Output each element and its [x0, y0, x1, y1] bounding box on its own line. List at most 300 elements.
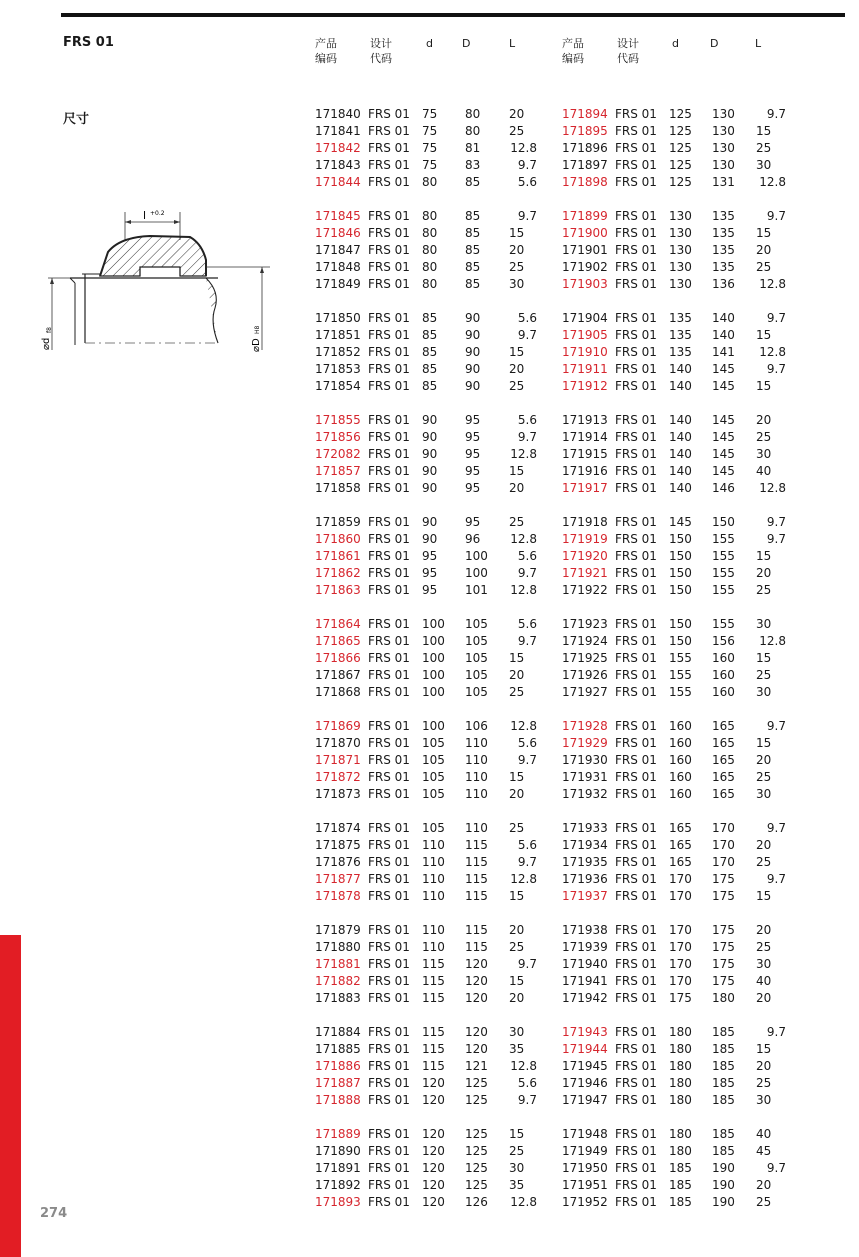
outer-diameter: 95 — [465, 447, 481, 461]
inner-diameter: 80 — [422, 277, 438, 291]
product-code: 171891 — [315, 1161, 361, 1175]
inner-diameter: 125 — [669, 158, 692, 172]
length: 5.6 — [517, 617, 537, 631]
table-row — [315, 786, 537, 803]
inner-diameter: 170 — [669, 940, 692, 954]
product-code: 171888 — [315, 1093, 361, 1107]
inner-diameter: 115 — [422, 1042, 445, 1056]
inner-diameter: 170 — [669, 957, 692, 971]
inner-diameter: 100 — [422, 685, 445, 699]
outer-diameter: 185 — [712, 1042, 735, 1056]
length: 12.8 — [759, 277, 786, 291]
inner-diameter: 95 — [422, 549, 438, 563]
inner-diameter: 90 — [422, 413, 438, 427]
product-code: 171940 — [562, 957, 608, 971]
outer-diameter: 106 — [465, 719, 488, 733]
product-code: 171872 — [315, 770, 361, 784]
length: 20 — [509, 481, 525, 495]
design-code: FRS 01 — [615, 549, 657, 563]
outer-diameter: 85 — [465, 175, 481, 189]
outer-diameter: 155 — [712, 583, 735, 597]
inner-diameter: 80 — [422, 260, 438, 274]
product-code: 171933 — [562, 821, 608, 835]
table-row — [315, 922, 537, 939]
design-code: FRS 01 — [368, 889, 410, 903]
product-code: 171881 — [315, 957, 361, 971]
outer-diameter: 125 — [465, 1076, 488, 1090]
table-row — [562, 769, 786, 786]
table-row — [562, 565, 786, 582]
inner-diameter: 140 — [669, 447, 692, 461]
table-row — [562, 378, 786, 395]
inner-diameter: 180 — [669, 1127, 692, 1141]
table-row — [562, 735, 786, 752]
product-code: 171859 — [315, 515, 361, 529]
header-d: d — [672, 37, 679, 50]
length: 9.7 — [766, 821, 786, 835]
product-code: 171917 — [562, 481, 608, 495]
inner-diameter: 150 — [669, 583, 692, 597]
table-row — [562, 531, 786, 548]
product-code: 171871 — [315, 753, 361, 767]
product-code: 171844 — [315, 175, 361, 189]
outer-diameter: 160 — [712, 651, 735, 665]
design-code: FRS 01 — [368, 1195, 410, 1209]
outer-diameter: 80 — [465, 107, 481, 121]
product-code: 171922 — [562, 583, 608, 597]
length: 25 — [756, 430, 772, 444]
design-code: FRS 01 — [368, 940, 410, 954]
design-code: FRS 01 — [615, 838, 657, 852]
length: 15 — [756, 226, 772, 240]
product-code: 171915 — [562, 447, 608, 461]
design-code: FRS 01 — [368, 753, 410, 767]
outer-diameter: 145 — [712, 447, 735, 461]
inner-diameter: 100 — [422, 668, 445, 682]
design-code: FRS 01 — [368, 838, 410, 852]
inner-diameter: 105 — [422, 821, 445, 835]
product-code: 171846 — [315, 226, 361, 240]
inner-diameter: 170 — [669, 872, 692, 886]
table-row — [562, 157, 786, 174]
outer-diameter: 175 — [712, 940, 735, 954]
design-code: FRS 01 — [368, 413, 410, 427]
design-code: FRS 01 — [615, 532, 657, 546]
table-row — [315, 412, 537, 429]
product-code: 171843 — [315, 158, 361, 172]
product-code: 171942 — [562, 991, 608, 1005]
design-code: FRS 01 — [615, 855, 657, 869]
design-code: FRS 01 — [615, 1161, 657, 1175]
table-row — [562, 1160, 786, 1177]
design-code: FRS 01 — [615, 872, 657, 886]
product-code: 171848 — [315, 260, 361, 274]
inner-diameter: 125 — [669, 141, 692, 155]
product-code: 171930 — [562, 753, 608, 767]
design-code: FRS 01 — [615, 1025, 657, 1039]
design-code: FRS 01 — [368, 1093, 410, 1107]
length: 25 — [756, 1076, 772, 1090]
design-code: FRS 01 — [368, 1059, 410, 1073]
outer-diameter: 90 — [465, 345, 481, 359]
design-code: FRS 01 — [368, 634, 410, 648]
table-row — [562, 837, 786, 854]
table-row — [315, 837, 537, 854]
outer-diameter: 141 — [712, 345, 735, 359]
length: 15 — [509, 464, 525, 478]
outer-diameter: 185 — [712, 1025, 735, 1039]
design-code: FRS 01 — [368, 668, 410, 682]
length: 25 — [756, 583, 772, 597]
table-row — [315, 276, 537, 293]
inner-diameter: 185 — [669, 1195, 692, 1209]
inner-diameter: 165 — [669, 855, 692, 869]
design-code: FRS 01 — [615, 158, 657, 172]
product-code: 171902 — [562, 260, 608, 274]
inner-diameter: 120 — [422, 1161, 445, 1175]
inner-diameter: 95 — [422, 583, 438, 597]
product-code: 171883 — [315, 991, 361, 1005]
table-row — [562, 412, 786, 429]
length: 25 — [509, 685, 525, 699]
length: 30 — [756, 685, 772, 699]
length: 25 — [509, 515, 525, 529]
table-row — [315, 378, 537, 395]
inner-diameter: 145 — [669, 515, 692, 529]
outer-diameter: 190 — [712, 1178, 735, 1192]
outer-diameter: 100 — [465, 566, 488, 580]
table-row — [562, 327, 786, 344]
inner-diameter: 140 — [669, 430, 692, 444]
design-code: FRS 01 — [615, 515, 657, 529]
header-d: d — [426, 37, 433, 50]
table-row — [562, 225, 786, 242]
table-row — [315, 939, 537, 956]
table-row — [315, 514, 537, 531]
design-code: FRS 01 — [368, 107, 410, 121]
outer-diameter: 105 — [465, 634, 488, 648]
table-row — [562, 718, 786, 735]
table-row — [562, 871, 786, 888]
design-code: FRS 01 — [368, 515, 410, 529]
inner-diameter: 90 — [422, 481, 438, 495]
product-code: 171894 — [562, 107, 608, 121]
inner-diameter: 100 — [422, 634, 445, 648]
product-code: 171868 — [315, 685, 361, 699]
design-code: FRS 01 — [368, 158, 410, 172]
header-L: L — [509, 37, 516, 50]
product-code: 171935 — [562, 855, 608, 869]
inner-diameter: 155 — [669, 651, 692, 665]
length: 15 — [756, 549, 772, 563]
inner-diameter: 160 — [669, 736, 692, 750]
product-code: 171845 — [315, 209, 361, 223]
length: 5.6 — [517, 311, 537, 325]
product-code: 171876 — [315, 855, 361, 869]
length: 15 — [509, 345, 525, 359]
design-code: FRS 01 — [615, 1059, 657, 1073]
design-code: FRS 01 — [615, 1195, 657, 1209]
design-code: FRS 01 — [368, 1178, 410, 1192]
inner-diameter: 175 — [669, 991, 692, 1005]
length: 30 — [756, 1093, 772, 1107]
table-row — [315, 480, 537, 497]
design-code: FRS 01 — [368, 328, 410, 342]
product-code: 171840 — [315, 107, 361, 121]
product-code: 171899 — [562, 209, 608, 223]
table-row — [315, 157, 537, 174]
outer-diameter: 185 — [712, 1144, 735, 1158]
length: 30 — [509, 1025, 525, 1039]
inner-diameter: 125 — [669, 175, 692, 189]
length: 25 — [756, 141, 772, 155]
table-row — [315, 1041, 537, 1058]
table-row — [562, 140, 786, 157]
length: 20 — [756, 1059, 772, 1073]
design-code: FRS 01 — [615, 991, 657, 1005]
length: 9.7 — [766, 719, 786, 733]
outer-diameter: 125 — [465, 1178, 488, 1192]
inner-diameter: 75 — [422, 107, 438, 121]
design-code: FRS 01 — [368, 277, 410, 291]
inner-diameter: 180 — [669, 1025, 692, 1039]
inner-diameter: 155 — [669, 668, 692, 682]
design-code: FRS 01 — [615, 107, 657, 121]
inner-diameter: 165 — [669, 821, 692, 835]
design-code: FRS 01 — [615, 464, 657, 478]
length: 45 — [756, 1144, 772, 1158]
design-code: FRS 01 — [615, 719, 657, 733]
product-code: 172082 — [315, 447, 361, 461]
inner-diameter: 170 — [669, 923, 692, 937]
inner-diameter: 90 — [422, 464, 438, 478]
length: 20 — [756, 753, 772, 767]
length: 12.8 — [510, 447, 537, 461]
table-row — [562, 990, 786, 1007]
outer-diameter: 120 — [465, 957, 488, 971]
outer-diameter: 170 — [712, 855, 735, 869]
inner-diameter: 115 — [422, 1059, 445, 1073]
length: 15 — [756, 379, 772, 393]
inner-diameter: 105 — [422, 736, 445, 750]
inner-diameter: 130 — [669, 209, 692, 223]
table-row — [315, 973, 537, 990]
design-code: FRS 01 — [368, 685, 410, 699]
inner-diameter: 135 — [669, 311, 692, 325]
design-code: FRS 01 — [615, 821, 657, 835]
design-code: FRS 01 — [368, 464, 410, 478]
inner-diameter: 95 — [422, 566, 438, 580]
outer-diameter: 85 — [465, 226, 481, 240]
table-row — [562, 667, 786, 684]
design-code: FRS 01 — [368, 549, 410, 563]
length: 25 — [756, 770, 772, 784]
length: 25 — [509, 821, 525, 835]
table-row — [315, 633, 537, 650]
inner-diameter: 110 — [422, 923, 445, 937]
length: 12.8 — [759, 345, 786, 359]
design-code: FRS 01 — [368, 362, 410, 376]
length: 12.8 — [510, 872, 537, 886]
design-code: FRS 01 — [615, 685, 657, 699]
table-row — [562, 922, 786, 939]
length: 20 — [509, 668, 525, 682]
outer-diameter: 85 — [465, 243, 481, 257]
product-code: 171867 — [315, 668, 361, 682]
design-code: FRS 01 — [615, 1144, 657, 1158]
seal-cross-section-diagram — [40, 200, 270, 360]
outer-diameter: 96 — [465, 532, 481, 546]
length: 15 — [509, 770, 525, 784]
product-code: 171905 — [562, 328, 608, 342]
product-code: 171923 — [562, 617, 608, 631]
inner-diameter: 135 — [669, 328, 692, 342]
outer-diameter: 101 — [465, 583, 488, 597]
product-code: 171916 — [562, 464, 608, 478]
table-row — [315, 1126, 537, 1143]
design-code: FRS 01 — [615, 923, 657, 937]
length: 9.7 — [517, 430, 537, 444]
product-code: 171892 — [315, 1178, 361, 1192]
length: 20 — [509, 107, 525, 121]
product-code: 171854 — [315, 379, 361, 393]
length: 25 — [509, 940, 525, 954]
length: 15 — [509, 974, 525, 988]
table-row — [562, 1092, 786, 1109]
design-code: FRS 01 — [368, 1161, 410, 1175]
design-code: FRS 01 — [615, 1127, 657, 1141]
product-code: 171949 — [562, 1144, 608, 1158]
design-code: FRS 01 — [368, 1025, 410, 1039]
table-row — [562, 1058, 786, 1075]
design-code: FRS 01 — [615, 430, 657, 444]
table-row — [562, 548, 786, 565]
product-code: 171931 — [562, 770, 608, 784]
length: 15 — [756, 651, 772, 665]
product-code: 171941 — [562, 974, 608, 988]
table-row — [315, 854, 537, 871]
design-code: FRS 01 — [368, 260, 410, 274]
table-row — [315, 1092, 537, 1109]
product-code: 171943 — [562, 1025, 608, 1039]
length: 12.8 — [510, 583, 537, 597]
header-design-code: 设计 代码 — [617, 37, 639, 65]
outer-diameter: 105 — [465, 685, 488, 699]
design-code: FRS 01 — [368, 770, 410, 784]
product-code: 171903 — [562, 277, 608, 291]
product-code: 171919 — [562, 532, 608, 546]
outer-diameter: 170 — [712, 838, 735, 852]
header-D: D — [462, 37, 471, 50]
outer-diameter: 185 — [712, 1059, 735, 1073]
inner-diameter: 80 — [422, 243, 438, 257]
design-code: FRS 01 — [615, 175, 657, 189]
inner-diameter: 100 — [422, 617, 445, 631]
outer-diameter-tolerance: H8 — [254, 325, 261, 334]
length: 20 — [509, 787, 525, 801]
length: 9.7 — [766, 362, 786, 376]
product-code: 171898 — [562, 175, 608, 189]
outer-diameter: 90 — [465, 311, 481, 325]
outer-diameter: 125 — [465, 1093, 488, 1107]
table-row — [315, 106, 537, 123]
length: 25 — [756, 668, 772, 682]
length: 30 — [756, 617, 772, 631]
design-code: FRS 01 — [368, 209, 410, 223]
product-code: 171911 — [562, 362, 608, 376]
inner-diameter: 105 — [422, 753, 445, 767]
design-code: FRS 01 — [615, 787, 657, 801]
length: 9.7 — [517, 855, 537, 869]
length: 15 — [756, 736, 772, 750]
table-row — [562, 582, 786, 599]
design-code: FRS 01 — [368, 991, 410, 1005]
inner-diameter: 115 — [422, 1025, 445, 1039]
inner-diameter: 150 — [669, 617, 692, 631]
design-code: FRS 01 — [368, 1127, 410, 1141]
design-code: FRS 01 — [615, 209, 657, 223]
product-code: 171910 — [562, 345, 608, 359]
length: 9.7 — [517, 328, 537, 342]
length: 15 — [756, 124, 772, 138]
inner-diameter: 130 — [669, 243, 692, 257]
table-row — [315, 327, 537, 344]
length: 30 — [756, 158, 772, 172]
design-code: FRS 01 — [615, 447, 657, 461]
length: 5.6 — [517, 175, 537, 189]
inner-diameter: 120 — [422, 1178, 445, 1192]
table-row — [315, 888, 537, 905]
page-number: 274 — [40, 1206, 68, 1221]
outer-diameter: 131 — [712, 175, 735, 189]
length: 20 — [756, 991, 772, 1005]
outer-diameter: 95 — [465, 481, 481, 495]
product-code: 171861 — [315, 549, 361, 563]
length: 12.8 — [759, 481, 786, 495]
product-code: 171920 — [562, 549, 608, 563]
design-code: FRS 01 — [368, 311, 410, 325]
design-code: FRS 01 — [368, 821, 410, 835]
outer-diameter: 110 — [465, 736, 488, 750]
length: 12.8 — [510, 141, 537, 155]
design-code: FRS 01 — [368, 481, 410, 495]
outer-diameter: 165 — [712, 719, 735, 733]
outer-diameter: 160 — [712, 685, 735, 699]
inner-diameter: 130 — [669, 226, 692, 240]
inner-diameter: 140 — [669, 362, 692, 376]
outer-diameter: 95 — [465, 464, 481, 478]
table-row — [315, 463, 537, 480]
design-code: FRS 01 — [615, 277, 657, 291]
product-code: 171887 — [315, 1076, 361, 1090]
table-row — [562, 1143, 786, 1160]
table-row — [315, 1024, 537, 1041]
outer-diameter: 140 — [712, 328, 735, 342]
inner-diameter: 160 — [669, 787, 692, 801]
table-row — [562, 633, 786, 650]
outer-diameter: 180 — [712, 991, 735, 1005]
inner-diameter: 130 — [669, 260, 692, 274]
length: 20 — [756, 923, 772, 937]
outer-diameter: 175 — [712, 957, 735, 971]
product-code: 171925 — [562, 651, 608, 665]
table-row — [315, 259, 537, 276]
table-row — [315, 123, 537, 140]
table-row — [562, 854, 786, 871]
outer-diameter: 135 — [712, 260, 735, 274]
inner-diameter: 150 — [669, 532, 692, 546]
length: 15 — [756, 1042, 772, 1056]
